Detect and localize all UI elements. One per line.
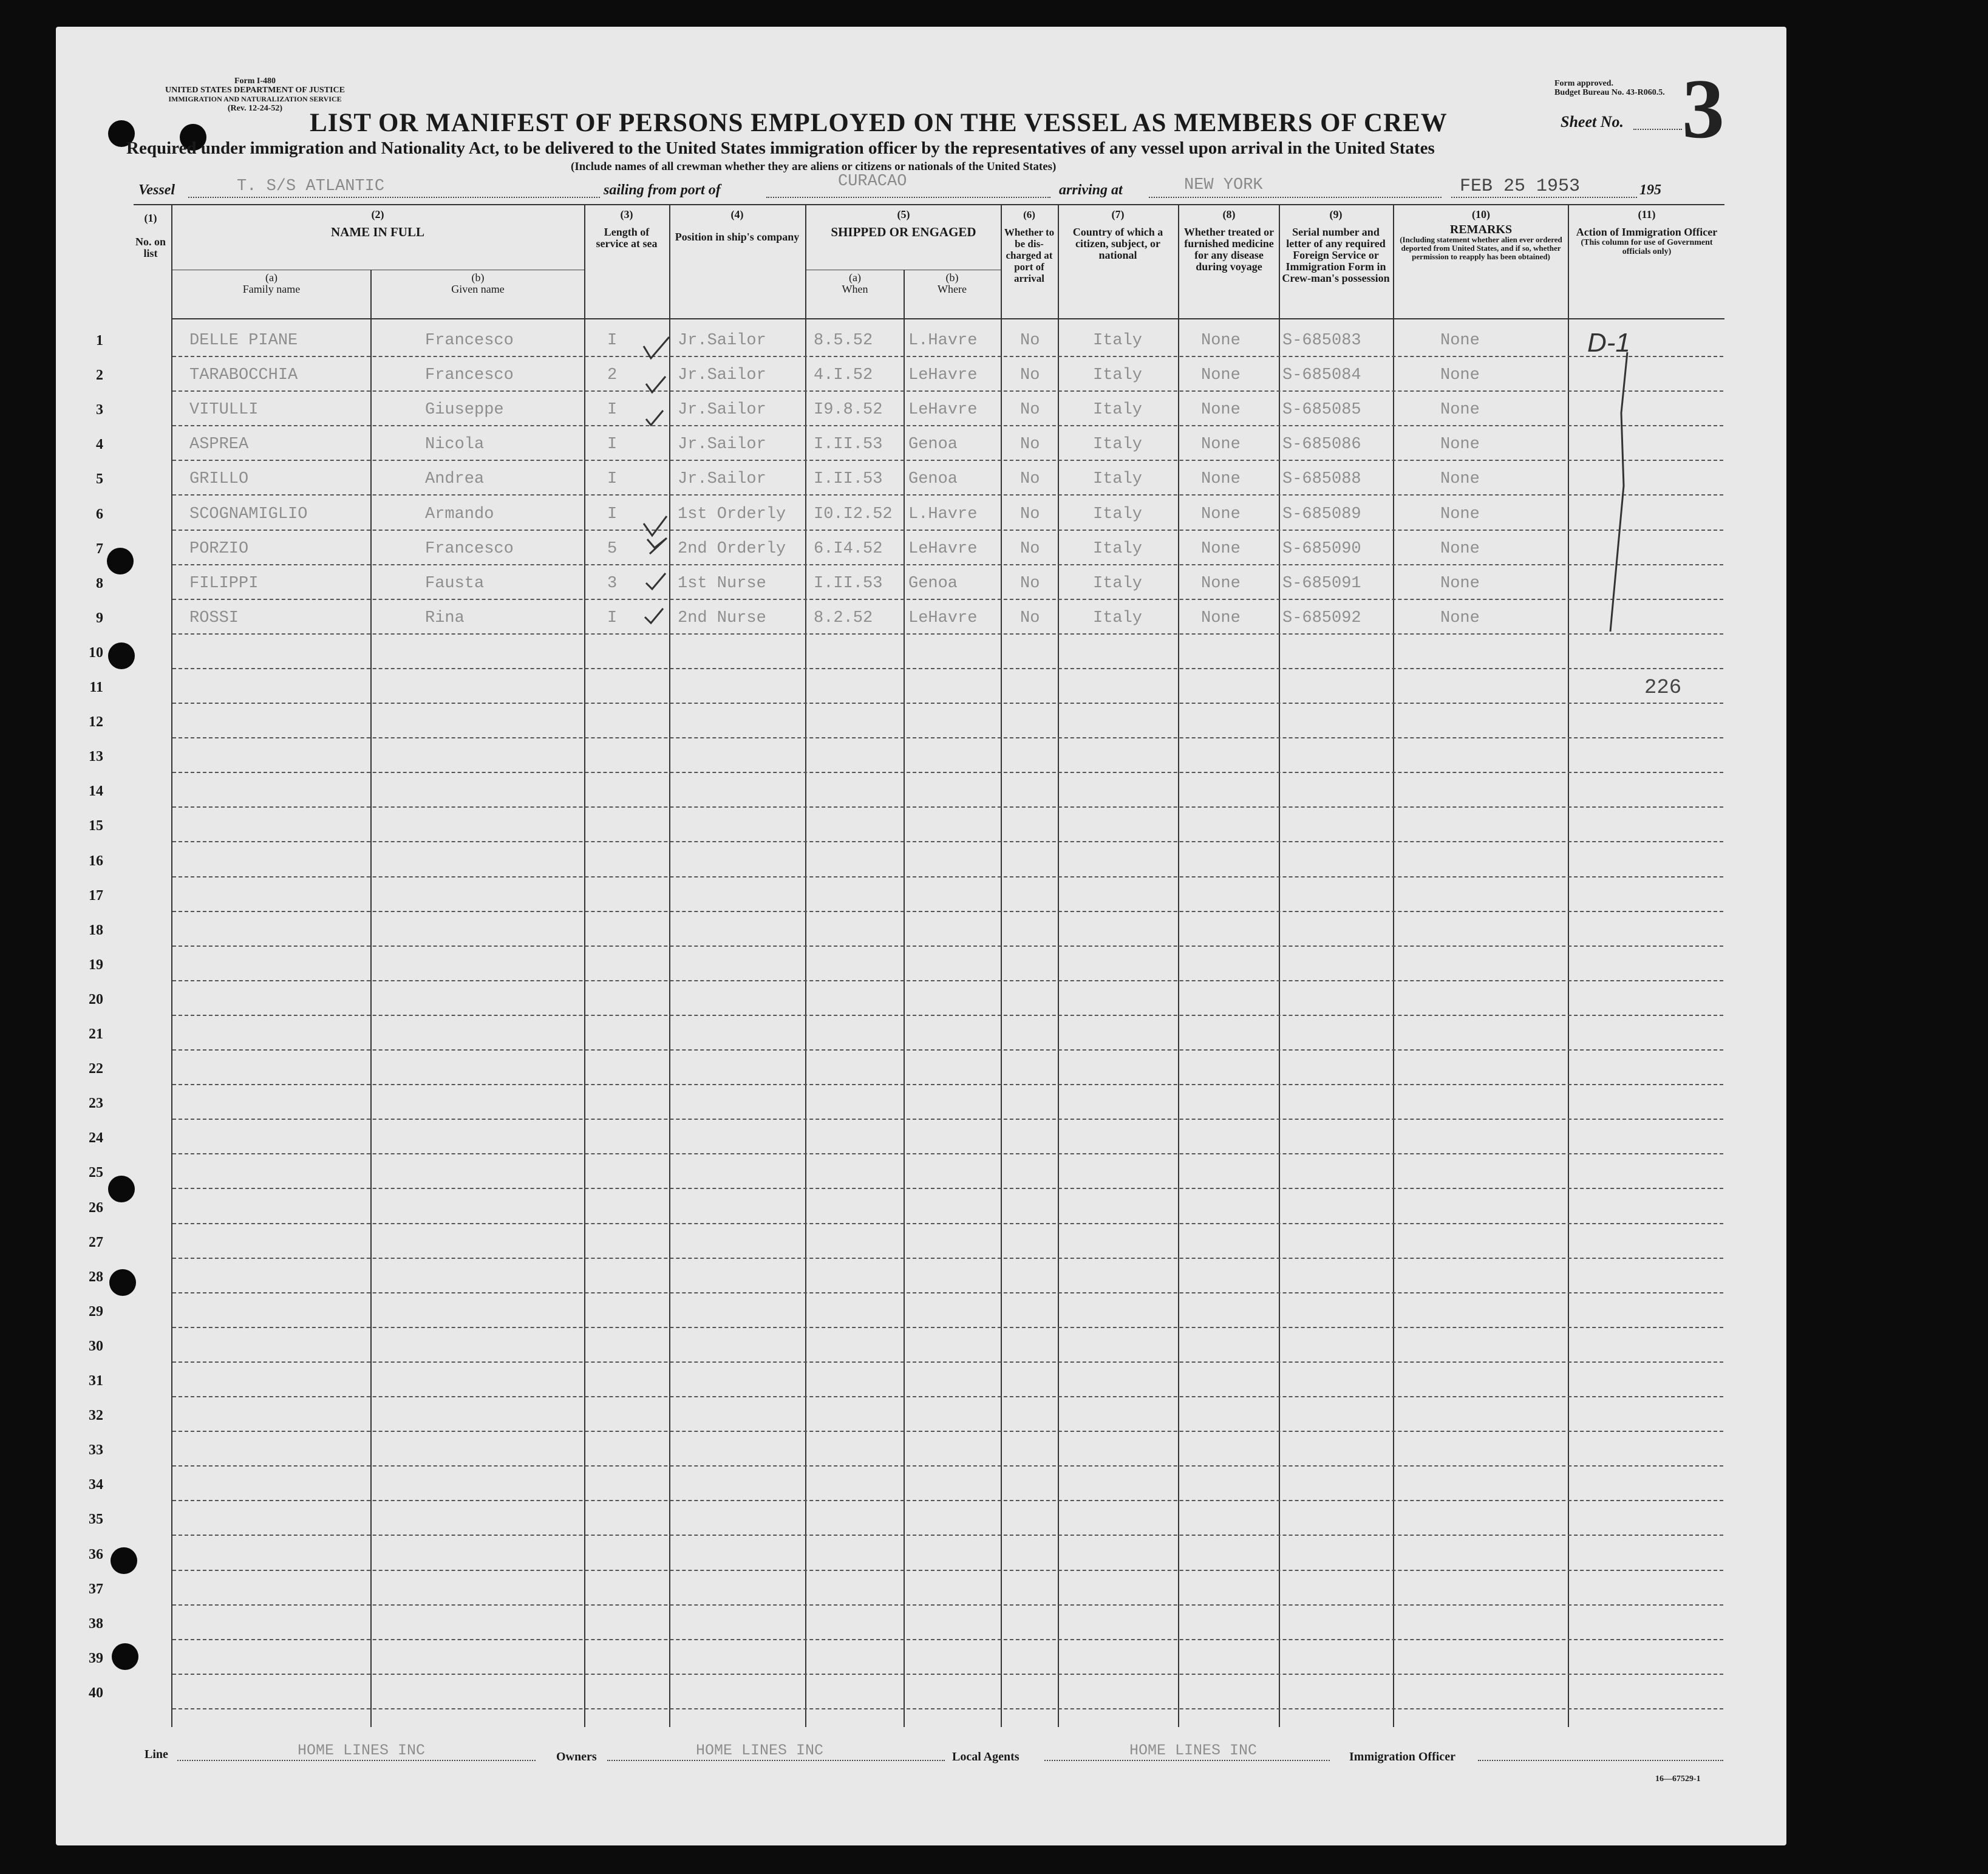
row-number: 37 [89,1581,103,1597]
footer-agents-rule [1044,1760,1330,1761]
serial-cell: S-685085 [1282,401,1361,419]
family-name-cell: ROSSI [189,609,239,627]
where-cell: Genoa [908,574,958,593]
row-number: 14 [89,783,103,799]
col5-num: (5) [897,208,910,220]
department: UNITED STATES DEPARTMENT OF JUSTICE [165,86,345,95]
position-cell: Jr.Sailor [678,435,766,454]
row-rule [172,876,1723,877]
serial-cell: S-685089 [1282,505,1361,523]
serial-cell: S-685083 [1282,332,1361,350]
col2a-header [172,272,370,295]
discharged-cell: No [1020,470,1040,488]
row-number: 32 [89,1408,103,1423]
country-cell: Italy [1093,470,1143,488]
remarks-cell: None [1440,470,1480,488]
col5b-label: Where [938,283,967,295]
service-cell: I [607,505,618,523]
where-cell: LeHavre [908,366,978,384]
col6-header [1002,209,1057,284]
sheet-label: Sheet No. [1561,113,1624,131]
col4-num: (4) [730,208,744,220]
given-name-cell: Francesco [425,332,514,350]
serial-cell: S-685090 [1282,540,1361,558]
row-rule [172,1153,1723,1154]
punch-hole [108,1176,135,1202]
header-bottom-border [171,318,1724,319]
sailing-label: sailing from port of [604,182,721,198]
col-divider [370,270,372,1727]
col4-label: Position in ship's company [675,231,800,243]
row-number: 40 [89,1685,103,1701]
medicine-cell: None [1201,366,1241,384]
row-rule [172,1465,1723,1467]
row-rule [172,1258,1723,1259]
col-divider [904,270,905,1727]
row-rule [172,1361,1723,1363]
row-number: 34 [89,1477,103,1493]
family-name-cell: FILIPPI [189,574,259,593]
when-cell: I0.I2.52 [814,505,893,523]
footer-agents-value: HOME LINES INC [1129,1742,1258,1759]
approval-line-2: Budget Bureau No. 43-R060.5. [1554,88,1665,97]
col-divider [805,204,806,1727]
row-rule [172,1639,1723,1640]
form-number: Form I-480 [234,77,276,86]
row-rule [172,1396,1723,1397]
service-cell: 2 [607,366,618,384]
arriving-label: arriving at [1059,182,1123,198]
row-rule [172,1431,1723,1432]
row-rule [172,530,1723,531]
family-name-cell: TARABOCCHIA [189,366,298,384]
col3-header [588,209,666,250]
service: IMMIGRATION AND NATURALIZATION SERVICE [168,95,342,103]
row-number: 22 [89,1061,103,1077]
row-rule [172,806,1723,808]
row-rule [172,356,1723,357]
medicine-cell: None [1201,505,1241,523]
col8-num: (8) [1222,208,1236,220]
row-number: 36 [89,1547,103,1562]
year-label: 195 [1639,182,1661,198]
discharged-cell: No [1020,401,1040,419]
action-bracket [1579,340,1639,644]
footer-owners-value: HOME LINES INC [696,1742,824,1759]
row-number: 35 [89,1511,103,1527]
row-number: 9 [96,610,103,626]
row-number: 2 [96,367,103,383]
row-number: 21 [89,1026,103,1042]
col2-label: NAME IN FULL [330,225,424,239]
col11-note: (This column for use of Government officials only) [1581,238,1713,256]
remarks-cell: None [1440,332,1480,350]
row-number: 16 [89,853,103,869]
footer-officer-label: Immigration Officer [1349,1750,1455,1763]
family-name-cell: GRILLO [189,470,249,488]
country-cell: Italy [1093,609,1143,627]
footer-line-rule [177,1760,536,1761]
position-cell: 2nd Orderly [678,540,786,558]
col2b-num: (b) [471,271,485,284]
row-number: 25 [89,1165,103,1181]
col1-num: (1) [144,212,157,224]
family-name-cell: VITULLI [189,401,259,419]
row-rule [172,599,1723,600]
col10-label: REMARKS [1449,223,1513,236]
port-to-value: NEW YORK [1184,176,1263,194]
row-rule [172,1535,1723,1536]
row-rule [172,1570,1723,1571]
row-number: 15 [89,818,103,834]
row-rule [172,703,1723,704]
serial-cell: S-685086 [1282,435,1361,454]
col-divider [171,204,172,1727]
family-name-cell: PORZIO [189,540,249,558]
row-number: 6 [96,506,103,522]
position-cell: Jr.Sailor [678,401,766,419]
row-rule [172,633,1723,635]
medicine-cell: None [1201,332,1241,350]
col7-header [1060,209,1176,261]
remarks-cell: None [1440,574,1480,593]
col9-num: (9) [1329,208,1343,220]
row-number: 17 [89,888,103,904]
discharged-cell: No [1020,540,1040,558]
row-rule [172,425,1723,426]
position-cell: 1st Orderly [678,505,786,523]
col3-label: Length of service at sea [596,226,658,250]
where-cell: LeHavre [908,401,978,419]
date-stamp: FEB 25 1953 [1460,176,1581,197]
col7-num: (7) [1111,208,1125,220]
col-divider [1058,204,1059,1727]
col2-num: (2) [371,208,384,220]
col2b-label: Given name [451,283,505,295]
row-rule [172,564,1723,565]
port-from-value: CURACAO [838,172,907,191]
row-number: 33 [89,1442,103,1458]
where-cell: L.Havre [908,332,978,350]
row-rule [172,668,1723,669]
row-rule [172,1223,1723,1224]
country-cell: Italy [1093,366,1143,384]
row-rule [172,1015,1723,1016]
given-name-cell: Fausta [425,574,485,593]
col5a-header [808,272,902,295]
position-cell: 1st Nurse [678,574,766,593]
col5b-header [905,272,999,295]
row-number: 11 [89,680,103,695]
row-number: 27 [89,1235,103,1250]
sheet-number: 3 [1682,62,1724,156]
row-rule [172,494,1723,496]
row-number: 19 [89,957,103,973]
when-cell: I.II.53 [814,574,883,593]
footer-officer-rule [1478,1760,1723,1761]
punch-hole [111,1547,137,1574]
row-number: 7 [96,541,103,557]
punch-hole [109,1269,136,1296]
row-rule [172,1674,1723,1675]
punch-hole [108,642,135,669]
serial-cell: S-685092 [1282,609,1361,627]
medicine-cell: None [1201,401,1241,419]
col10-note: (Including statement whether alien ever ordered deported from United States, and if so, whether permission to reapply has been obtained) [1400,235,1562,261]
col5b-num: (b) [945,271,959,284]
where-cell: L.Havre [908,505,978,523]
col-divider [584,204,585,1727]
row-number: 3 [96,402,103,418]
row-rule [172,1049,1723,1051]
country-cell: Italy [1093,540,1143,558]
row-number: 24 [89,1130,103,1146]
row-rule [172,1604,1723,1606]
col8-header [1180,209,1278,273]
col10-num: (10) [1472,208,1490,220]
where-cell: LeHavre [908,609,978,627]
discharged-cell: No [1020,505,1040,523]
where-cell: Genoa [908,435,958,454]
row-rule [172,1119,1723,1120]
given-name-cell: Rina [425,609,465,627]
row-number: 30 [89,1338,103,1354]
discharged-cell: No [1020,366,1040,384]
col10-header [1395,209,1567,261]
remarks-cell: None [1440,540,1480,558]
col3-num: (3) [620,208,633,220]
discharged-cell: No [1020,332,1040,350]
vessel-line [188,197,600,198]
when-cell: 6.I4.52 [814,540,883,558]
serial-cell: S-685084 [1282,366,1361,384]
footer-line-label: Line [145,1748,168,1761]
subnote: (Include names of all crewman whether they are aliens or citizens or nationals of the United States) [571,160,1057,173]
col-divider [1178,204,1179,1727]
row-rule [172,1188,1723,1189]
family-name-cell: DELLE PIANE [189,332,298,350]
col-divider [1393,204,1394,1727]
row-number: 5 [96,471,103,487]
serial-cell: S-685091 [1282,574,1361,593]
col5a-label: When [842,283,868,295]
action-annotation: D-1 [1587,328,1630,358]
row-number: 4 [96,437,103,452]
country-cell: Italy [1093,505,1143,523]
punch-hole [112,1643,138,1670]
discharged-cell: No [1020,435,1040,454]
approval-block [1554,79,1665,97]
service-cell: 3 [607,574,618,593]
when-cell: 8.5.52 [814,332,873,350]
col9-header [1281,209,1391,284]
row-rule [172,737,1723,738]
row-rule [172,911,1723,912]
discharged-cell: No [1020,574,1040,593]
medicine-cell: None [1201,609,1241,627]
country-cell: Italy [1093,574,1143,593]
remarks-cell: None [1440,401,1480,419]
row-rule [172,460,1723,461]
row-number: 38 [89,1616,103,1632]
approval-line-1: Form approved. [1554,79,1613,88]
remarks-cell: None [1440,609,1480,627]
when-cell: 8.2.52 [814,609,873,627]
col11-header [1570,209,1723,256]
col1-label: No. on list [135,236,166,259]
row-rule [172,1500,1723,1501]
date-line [1451,197,1637,198]
row-number: 28 [89,1269,103,1285]
position-cell: Jr.Sailor [678,470,766,488]
service-cell: I [607,470,618,488]
form-code: 16—67529-1 [1655,1774,1701,1784]
remarks-cell: None [1440,366,1480,384]
col5a-num: (a) [849,271,861,284]
row-rule [172,1292,1723,1293]
medicine-cell: None [1201,435,1241,454]
col2a-num: (a) [265,271,277,284]
row-number: 8 [96,576,103,591]
col2a-label: Family name [242,283,301,295]
sheet-line [1633,129,1682,130]
row-rule [172,772,1723,773]
col-divider [1001,204,1002,1727]
punch-hole [107,548,134,574]
serial-cell: S-685088 [1282,470,1361,488]
row-rule [172,390,1723,392]
given-name-cell: Francesco [425,366,514,384]
col5-label: SHIPPED OR ENGAGED [831,225,976,239]
row-number: 13 [89,749,103,765]
footer-agents-label: Local Agents [952,1750,1020,1763]
row-number: 20 [89,992,103,1007]
given-name-cell: Andrea [425,470,485,488]
vessel-value: T. S/S ATLANTIC [237,177,385,196]
medicine-cell: None [1201,470,1241,488]
col5-header [808,209,999,239]
revision: (Rev. 12-24-52) [227,104,283,113]
row-rule [172,980,1723,981]
service-cell: 5 [607,540,618,558]
remarks-cell: None [1440,505,1480,523]
remarks-cell: None [1440,435,1480,454]
col2b-header [372,272,584,295]
row-number: 29 [89,1304,103,1320]
subtitle: Required under immigration and Nationality Act, to be delivered to the United States immigration officer by the representatives of any vessel upon arrival in the United States [126,138,1435,158]
row-rule [172,946,1723,947]
given-name-cell: Nicola [425,435,485,454]
footer-owners-rule [607,1760,945,1761]
country-cell: Italy [1093,435,1143,454]
row-number: 12 [89,714,103,730]
row-rule [172,1327,1723,1328]
medicine-cell: None [1201,540,1241,558]
service-cell: I [607,332,618,350]
row-number: 10 [89,645,103,661]
when-cell: I9.8.52 [814,401,883,419]
service-cell: I [607,435,618,454]
where-cell: LeHavre [908,540,978,558]
when-cell: I.II.53 [814,470,883,488]
footer-line-value: HOME LINES INC [298,1742,426,1759]
row-number: 1 [96,333,103,349]
manifest-sheet [56,27,1786,1845]
col9-label: Serial number and letter of any required Foreign Service or Immigration Form in Crew-man's possession [1282,226,1390,284]
country-cell: Italy [1093,401,1143,419]
col6-label: Whether to be dis-charged at port of arrival [1004,227,1055,284]
col4-header [672,209,803,243]
col11-num: (11) [1638,208,1656,220]
service-cell: I [607,609,618,627]
medicine-cell: None [1201,574,1241,593]
row-number: 18 [89,922,103,938]
row-rule [172,841,1723,842]
col-divider [1568,204,1569,1727]
service-cell: I [607,401,618,419]
where-cell: Genoa [908,470,958,488]
given-name-cell: Giuseppe [425,401,504,419]
page-title: LIST OR MANIFEST OF PERSONS EMPLOYED ON THE VESSEL AS MEMBERS OF CREW [310,109,1448,137]
position-cell: Jr.Sailor [678,366,766,384]
when-cell: 4.I.52 [814,366,873,384]
table-top-border [134,204,1724,205]
col7-label: Country of which a citizen, subject, or national [1072,226,1163,261]
vessel-label: Vessel [138,182,175,198]
margin-number: 226 [1644,676,1682,700]
row-number: 26 [89,1200,103,1216]
position-cell: 2nd Nurse [678,609,766,627]
col11-label: Action of Immigration Officer [1576,226,1718,238]
family-name-cell: ASPREA [189,435,249,454]
col1-header [132,213,169,259]
position-cell: Jr.Sailor [678,332,766,350]
family-name-cell: SCOGNAMIGLIO [189,505,308,523]
row-rule [172,1708,1723,1709]
row-rule [172,1084,1723,1085]
col8-label: Whether treated or furnished medicine for any disease during voyage [1183,226,1275,273]
port-to-line [1149,197,1442,198]
footer-owners-label: Owners [556,1750,597,1763]
col6-num: (6) [1023,209,1035,220]
col2-header [172,209,583,239]
given-name-cell: Armando [425,505,494,523]
port-from-line [766,197,1050,198]
row-number: 39 [89,1651,103,1666]
form-identity [121,77,389,113]
when-cell: I.II.53 [814,435,883,454]
given-name-cell: Francesco [425,540,514,558]
discharged-cell: No [1020,609,1040,627]
country-cell: Italy [1093,332,1143,350]
check-marks [638,334,680,625]
row-number: 31 [89,1373,103,1389]
row-number: 23 [89,1095,103,1111]
col-divider [1279,204,1280,1727]
